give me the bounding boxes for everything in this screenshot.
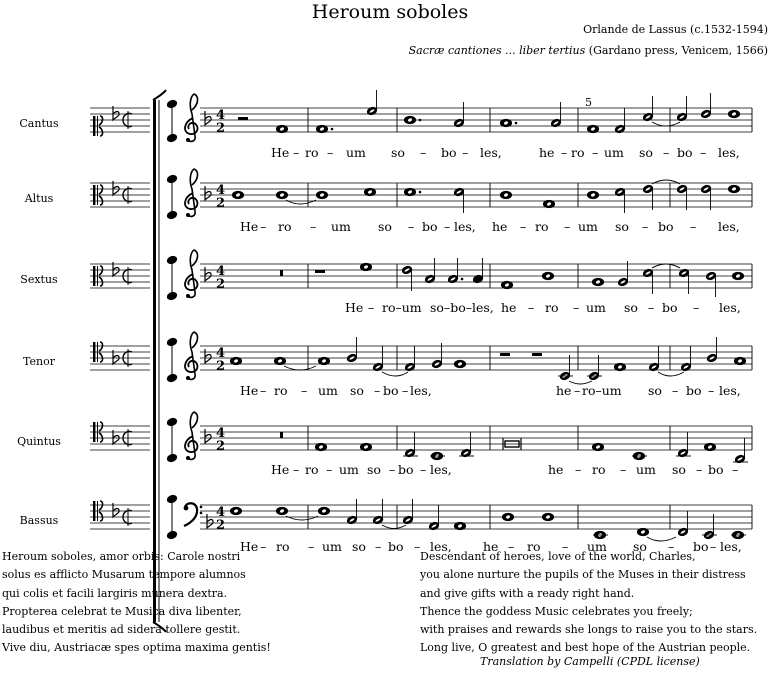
lyric-hyphen: – [374, 383, 381, 398]
lyric-syllable: um [346, 145, 366, 160]
svg-text:4: 4 [216, 346, 226, 361]
incipit-cantus [93, 106, 132, 136]
svg-text:4: 4 [216, 183, 226, 198]
lyric-hyphen: – [389, 462, 396, 477]
lyric-syllable: um [586, 300, 606, 315]
lyric-syllable: ro [527, 539, 541, 554]
lyric-syllable: les, [718, 219, 740, 234]
voice-name-tenor: Tenor [23, 355, 55, 368]
lyric-syllable: he [483, 539, 499, 554]
lyric-syllable: so [378, 219, 392, 234]
lyric-hyphen: – [693, 300, 700, 315]
lyrics-tenor [238, 383, 758, 399]
lyric-syllable: so [367, 462, 381, 477]
notes-altus [232, 180, 739, 213]
lyric-syllable: so [352, 539, 366, 554]
lyric-syllable: so [615, 219, 629, 234]
english-line: Thence the goddess Music celebrates you freely; [420, 604, 693, 618]
lyric-hyphen: – [508, 539, 515, 554]
lyric-syllable: He [271, 145, 290, 160]
lyric-syllable: ro [274, 383, 288, 398]
time-signatures [216, 108, 225, 533]
lyric-syllable: bo [383, 383, 399, 398]
lyric-syllable: um [636, 462, 656, 477]
english-line: Descendant of heroes, love of the world, Charles, [420, 550, 696, 563]
svg-text:2: 2 [216, 277, 226, 292]
voice-name-altus: Altus [24, 192, 54, 205]
svg-text:4: 4 [216, 264, 226, 279]
lyric-hyphen: – [696, 462, 703, 477]
svg-text:2: 2 [216, 359, 226, 374]
composer-credit: Orlande de Lassus (c.1532-1594) [583, 23, 768, 36]
lyric-hyphen: – [663, 145, 670, 160]
lyrics-cantus [238, 145, 758, 161]
voice-name-sextus: Sextus [20, 273, 58, 286]
lyric-hyphen: – [520, 219, 527, 234]
english-line: you alone nurture the pupils of the Muses in their distress [420, 568, 746, 582]
lyric-hyphen: – [528, 300, 535, 315]
measure-number: 5 [585, 96, 592, 109]
lyric-syllable: He [240, 539, 259, 554]
lyric-hyphen: – [620, 462, 627, 477]
lyric-syllable: he [539, 145, 555, 160]
source-publisher: (Gardano press, Venicem, 1566) [585, 44, 768, 57]
lyric-syllable: um [331, 219, 351, 234]
translation-credit: Translation by Campelli (CPDL license) [480, 655, 700, 668]
voice-name-bassus: Bassus [19, 514, 59, 527]
lyric-syllable: he [548, 462, 564, 477]
lyric-hyphen: – [368, 300, 375, 315]
main-clefs [184, 94, 214, 528]
english-translation [420, 548, 757, 658]
lyric-syllable: bo [658, 219, 674, 234]
lyric-syllable: ro [276, 539, 290, 554]
latin-text [2, 548, 271, 658]
lyric-hyphen: – [326, 462, 333, 477]
latin-line: Heroum soboles, amor orbis: Carole nostri [2, 550, 241, 563]
lyric-hyphen: – [462, 145, 469, 160]
source-title: Sacræ cantiones ... liber tertius [408, 44, 586, 57]
lyric-syllable: les, [720, 539, 742, 554]
notes-quintus [280, 432, 748, 464]
lyric-syllable: um [587, 539, 607, 554]
english-line: and give gifts with a ready right hand. [420, 586, 635, 600]
latin-line: Vive diu, Austriacæ spes optima maxima gentis! [2, 641, 271, 655]
lyric-hyphen: – [732, 462, 739, 477]
lyric-syllable: um [318, 383, 338, 398]
lyric-syllable: He [240, 383, 259, 398]
lyric-syllable: bo [686, 383, 702, 398]
lyric-hyphen: – [375, 539, 382, 554]
lyric-hyphen: – [562, 539, 569, 554]
lyric-hyphen: – [310, 219, 317, 234]
lyric-hyphen: – [708, 383, 715, 398]
lyric-hyphen: – [293, 145, 300, 160]
lyric-hyphen: – [648, 300, 655, 315]
lyric-syllable: ro [592, 462, 606, 477]
lyrics-altus [238, 219, 758, 235]
lyric-hyphen: – [260, 383, 267, 398]
lyric-syllable: um [604, 145, 624, 160]
lyric-syllable: so [624, 300, 638, 315]
lyric-hyphen: – [710, 539, 717, 554]
lyric-syllable: les, [410, 383, 432, 398]
svg-text:4: 4 [216, 108, 226, 123]
svg-text:2: 2 [216, 518, 226, 533]
lyric-syllable: so [350, 383, 364, 398]
lyric-hyphen: – [700, 145, 707, 160]
lyric-syllable: ro [545, 300, 559, 315]
lyric-syllable: he [556, 383, 572, 398]
lyric-syllable: ro [571, 145, 585, 160]
lyric-hyphen: – [564, 219, 571, 234]
lyric-syllable: les, [430, 539, 452, 554]
notes-cantus [238, 90, 740, 134]
lyric-syllable: ro [278, 219, 292, 234]
lyric-hyphen: – [260, 219, 267, 234]
lyric-hyphen: – [561, 145, 568, 160]
lyric-hyphen: – [260, 539, 267, 554]
latin-line: laudibus et meritis ad sidera tollere gestit. [2, 623, 241, 637]
lyric-hyphen: – [402, 383, 409, 398]
lyric-syllable: les, [430, 462, 452, 477]
lyric-syllable: bo [422, 219, 438, 234]
lyric-hyphen: – [414, 539, 421, 554]
latin-line: qui colis et facili largiris munera dextra. [2, 586, 228, 600]
page-title: Heroum soboles [311, 1, 469, 23]
lyric-syllable: so [639, 145, 653, 160]
lyric-hyphen: – [573, 300, 580, 315]
lyric-syllable: so [391, 145, 405, 160]
voice-name-quintus: Quintus [17, 435, 61, 448]
lyric-syllable: les, [719, 383, 741, 398]
lyrics-sextus [238, 300, 758, 316]
lyric-syllable: bo [441, 145, 457, 160]
lyric-syllable: he [501, 300, 517, 315]
lyric-syllable: um [578, 219, 598, 234]
lyric-hyphen: – [327, 145, 334, 160]
lyric-syllable: so [648, 383, 662, 398]
lyric-hyphen: – [444, 219, 451, 234]
lyric-hyphen: – [574, 383, 581, 398]
lyric-hyphen: – [668, 539, 675, 554]
english-line: Long live, O greatest and best hope of the Austrian people. [420, 641, 751, 655]
svg-text:2: 2 [216, 196, 226, 211]
lyric-syllable: He [271, 462, 290, 477]
lyric-syllable: les, [718, 145, 740, 160]
lyric-syllable: ro [535, 219, 549, 234]
lyric-hyphen: – [672, 383, 679, 398]
lyric-hyphen: – [301, 383, 308, 398]
lyric-syllable: so [672, 462, 686, 477]
lyric-hyphen: – [420, 145, 427, 160]
lyrics-quintus [238, 462, 758, 478]
latin-line: solus es afflicto Musarum tempore alumnos [2, 568, 246, 582]
lyric-syllable: les, [480, 145, 502, 160]
svg-text:2: 2 [216, 121, 226, 136]
lyric-syllable: les, [719, 300, 741, 315]
lyric-syllable: bo [388, 539, 404, 554]
lyric-syllable: bo [677, 145, 693, 160]
lyric-syllable: so–bo–les, [430, 300, 494, 315]
lyric-hyphen: – [575, 462, 582, 477]
english-line: with praises and rewards she longs to raise you to the stars. [420, 623, 758, 637]
lyric-syllable: bo [662, 300, 678, 315]
lyric-hyphen: – [690, 219, 697, 234]
lyric-syllable: bo [708, 462, 724, 477]
lyric-syllable: he [492, 219, 508, 234]
svg-text:2: 2 [216, 439, 226, 454]
lyric-syllable: les, [454, 219, 476, 234]
staff-bassus [90, 505, 752, 529]
lyric-hyphen: – [420, 462, 427, 477]
voice-name-cantus: Cantus [19, 117, 59, 130]
lyric-syllable: ro–um [582, 383, 622, 398]
ambitus-marks [166, 99, 177, 540]
lyric-syllable: ro [305, 145, 319, 160]
lyric-syllable: bo [398, 462, 414, 477]
lyric-hyphen: – [592, 145, 599, 160]
lyric-syllable: um [322, 539, 342, 554]
lyric-syllable: bo [693, 539, 709, 554]
lyric-syllable: so [633, 539, 647, 554]
lyric-syllable: He [240, 219, 259, 234]
svg-text:4: 4 [216, 426, 226, 441]
lyric-hyphen: – [308, 539, 315, 554]
lyric-hyphen: – [408, 219, 415, 234]
lyric-syllable: ro–um [382, 300, 422, 315]
lyric-syllable: ro [305, 462, 319, 477]
lyric-hyphen: – [293, 462, 300, 477]
lyric-syllable: He [345, 300, 364, 315]
svg-text:4: 4 [216, 505, 226, 520]
lyric-hyphen: – [642, 219, 649, 234]
latin-line: Propterea celebrat te Musica diva libenter, [2, 604, 242, 618]
lyric-syllable: um [339, 462, 359, 477]
